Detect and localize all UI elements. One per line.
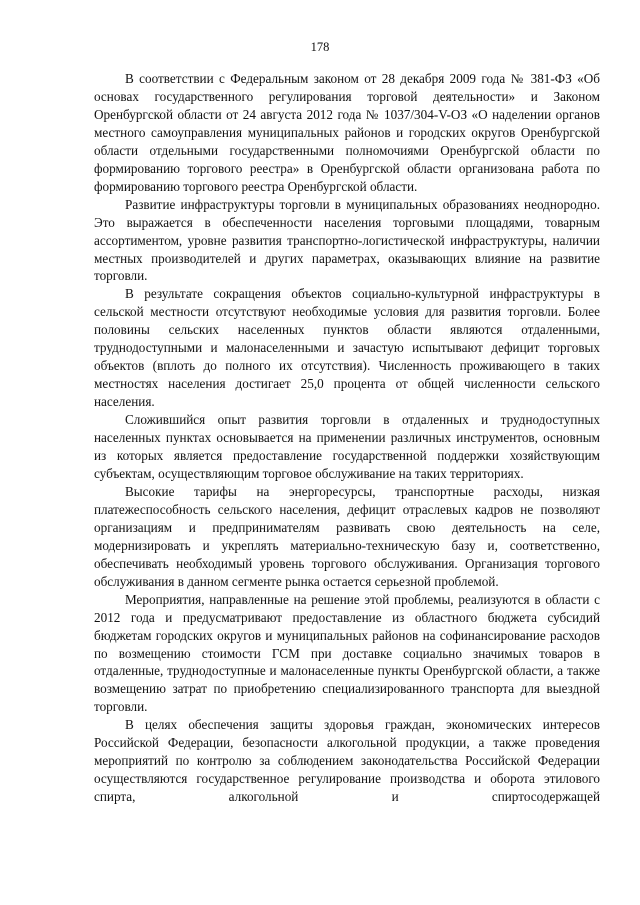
paragraph: В результате сокращения объектов социально-культурной инфраструктуры в сельской местности отсутствуют необходимые условия для развития торговли. Более половины сельских населенных пунктов области являются отдаленными, труднодоступными и малонаселенными и зачастую испытывают дефицит торговых объектов (вплоть до полного их отсутствия). Численность проживающего в таких местностях населения достигает 25,0 процента от общей численности сельского населения. xyxy=(94,286,600,410)
paragraph: Мероприятия, направленные на решение этой проблемы, реализуются в области с 2012 года и предусматривают предоставление из областного бюджета субсидий бюджетам городских округов и муниципальных районов на софинансирование расходов по возмещению стоимости ГСМ при доставке социально значимых товаров в отдаленные, труднодоступные и малонаселенные пункты Оренбургской области, а также возмещению затрат по приобретению специализированного транспорта для выездной торговли. xyxy=(94,591,600,715)
paragraph: Сложившийся опыт развития торговли в отдаленных и труднодоступных населенных пунктах основывается на применении различных инструментов, основным из которых является предоставление государственной поддержки хозяйствующим субъектам, осуществляющим торговое обслуживание на таких территориях. xyxy=(94,412,600,481)
page-number: 178 xyxy=(310,40,330,54)
paragraph: Высокие тарифы на энергоресурсы, транспортные расходы, низкая платежеспособность сельского населения, дефицит отраслевых кадров не позволяют организациям и предпринимателям развивать свою деятельность на селе, модернизировать и укреплять материально-техническую базу и, соответственно, обеспечивать необходимый уровень торгового обслуживания. Организация торгового обслуживания в данном сегменте рынка остается серьезной проблемой. xyxy=(94,483,600,589)
paragraph: В соответствии с Федеральным законом от 28 декабря 2009 года № 381-ФЗ «Об основах государственного регулирования торговой деятельности» и Законом Оренбургской области от 24 августа 2012 года № 1037/304-V-ОЗ «О наделении органов местного самоуправления муниципальных районов и городских округов Оренбургской области отдельными государственными полномочиями Оренбургской области по формированию торгового реестра» в Оренбургской области организована работа по формированию торгового реестра Оренбургской области. xyxy=(94,71,600,194)
paragraph: Развитие инфраструктуры торговли в муниципальных образованиях неоднородно. Это выражается в обеспеченности населения торговыми площадями, товарным ассортиментом, уровне развития транспортно-логистической инфраструктуры, наличии местных производителей и других параметрах, оказывающих влияние на развитие торговли. xyxy=(94,196,600,284)
body-text xyxy=(94,70,600,806)
paragraph: В целях обеспечения защиты здоровья граждан, экономических интересов Российской Федерации, безопасности алкогольной продукции, а также проведения мероприятий по контролю за соблюдением законодательства Российской Федерации осуществляются государственное регулирование производства и оборота этилового спирта, алкогольной и спиртосодержащей xyxy=(94,717,600,805)
